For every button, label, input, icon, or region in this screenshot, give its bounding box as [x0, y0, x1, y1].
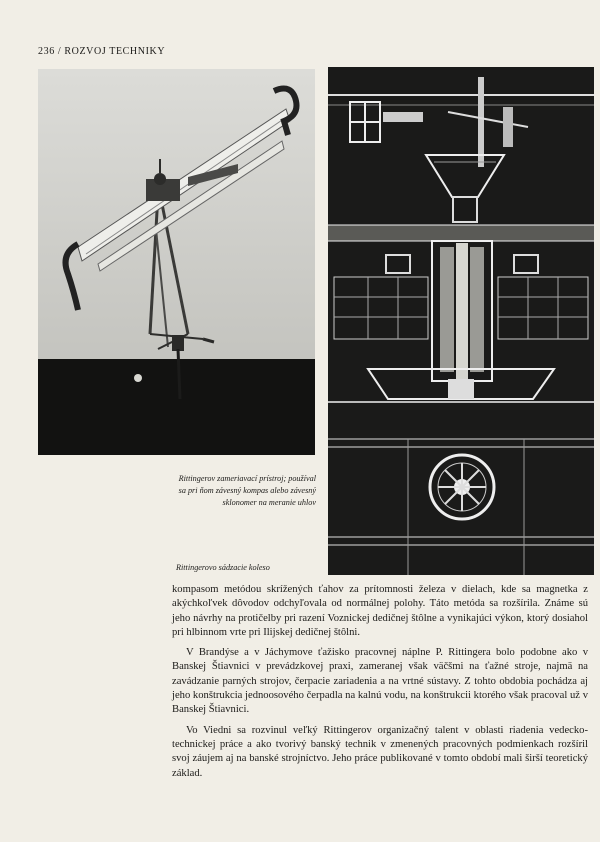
surveying-instrument-photo [38, 69, 315, 455]
running-head: 236 / ROZVOJ TECHNIKY [38, 46, 166, 57]
paragraph: kompasom metódou skrížených ťahov za prítomnosti železa v dielach, kde sa magnetka z akýchkoľvek dôvodov odchyľovala od normálnej polohy. Táto metóda sa rozšírila. Známe sú jeho návrhy na protičelby pri razení Voznickej dedičnej štôlne a vynikajúci výkon, ktorý dosiahol pri hlbinnom vrte pri Ilijskej dedičnej štôlni. [172, 584, 588, 638]
body-text [172, 583, 588, 787]
jigging-wheel-drawing [328, 67, 594, 575]
instrument-caption: Rittingerov zameriavací prístroj; používal sa pri ňom závesný kompas alebo závesný sklonomer na meranie uhlov [178, 474, 316, 508]
paragraph: V Brandýse a v Jáchymove ťažisko pracovnej náplne P. Rittingera bolo podobne ako v Banskej Štiavnici v prevádzkovej praxi, zameranej však väčšmi na ťažné stroje, najmä na zavádzanie parných strojov, čerpacie zariadenia a na vrtné sústavy. Z tohto obdobia pochádza aj jeho konštrukcia jednoosového čerpadla na kalnú vodu, na konštrukcii ktorého však pracoval už v Banskej Štiavnici. [172, 647, 588, 716]
wheel-caption: Rittingerovo sádzacie koleso [176, 563, 270, 572]
paragraph: Vo Viedni sa rozvinul veľký Rittingerov organizačný talent v oblasti riadenia vedecko-technickej práce a ako tvorivý banský technik v zmenených pracovných podmienkach rozšíril svoj záujem aj na banské strojníctvo. Jeho práce publikované v tomto období mali širší teoretický základ. [172, 724, 588, 779]
